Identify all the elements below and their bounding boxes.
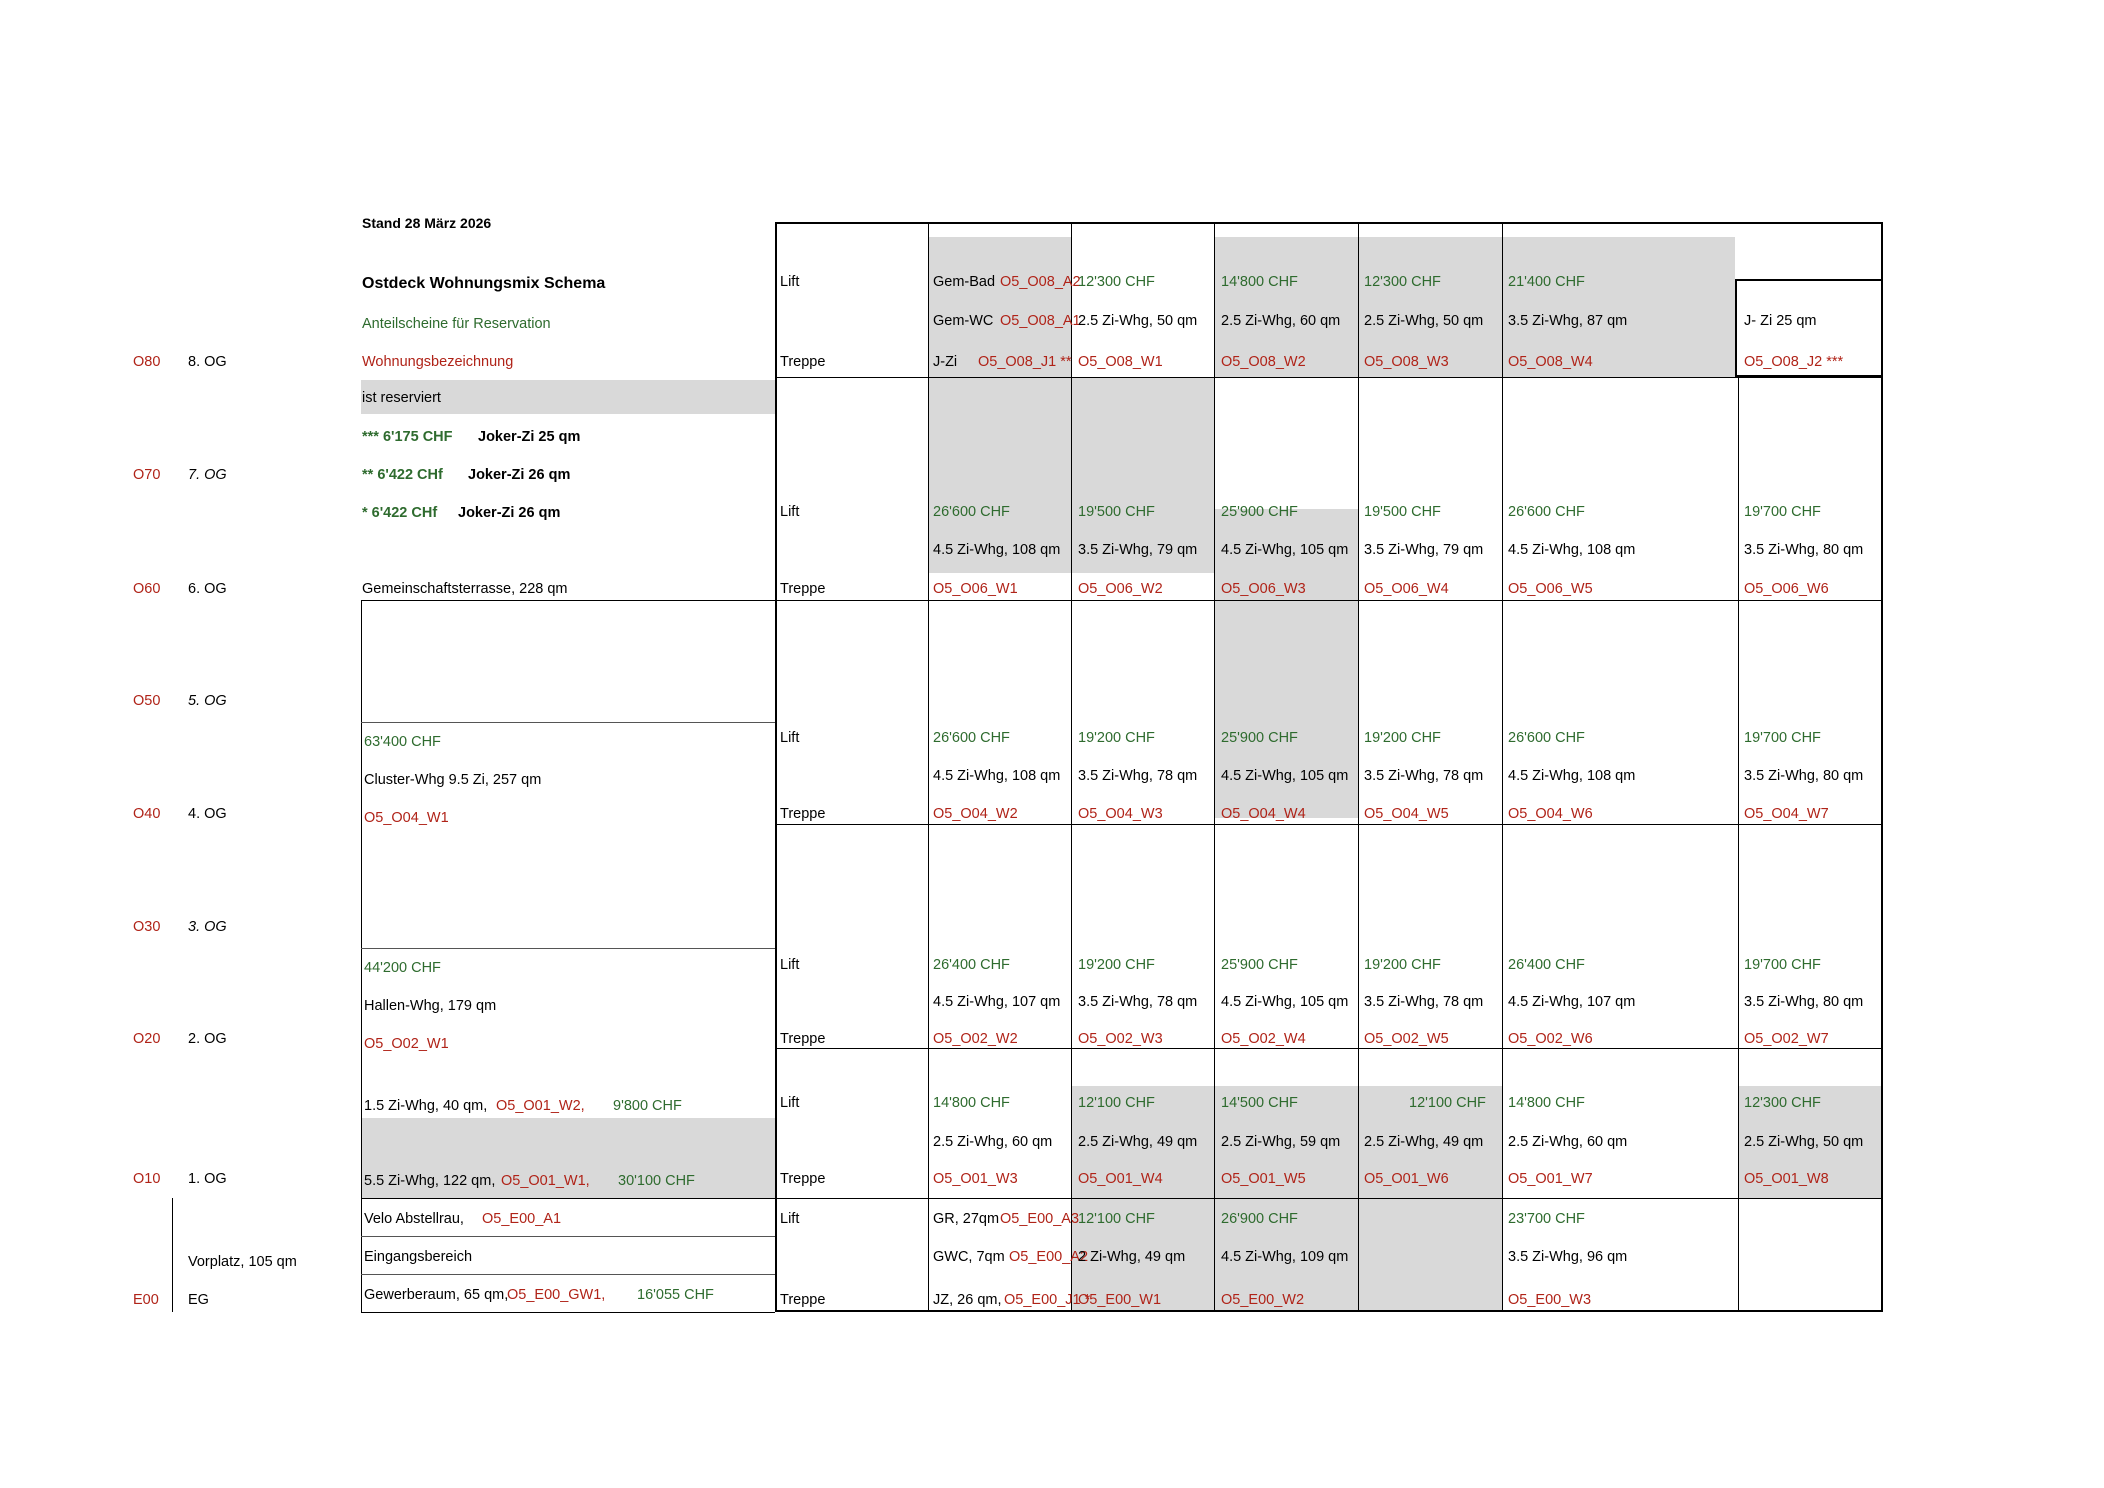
og1-c0-code: O5_O01_W3 xyxy=(933,1171,1018,1187)
left-block-hline-a xyxy=(361,600,775,601)
left-block-hline-c xyxy=(361,1312,775,1313)
col-line-5 xyxy=(1502,222,1503,1312)
og1-c3-desc: 2.5 Zi-Whg, 49 qm xyxy=(1364,1134,1484,1150)
og4-c2-code: O5_O04_W4 xyxy=(1221,806,1306,822)
og4-c3-code: O5_O04_W5 xyxy=(1364,806,1449,822)
og1-c3-price: 12'100 CHF xyxy=(1409,1095,1486,1111)
og4-c1-price: 19'200 CHF xyxy=(1078,730,1155,746)
og2-c4-desc: 4.5 Zi-Whg, 107 qm xyxy=(1508,994,1636,1010)
legend-star1-label: Joker-Zi 26 qm xyxy=(458,505,561,521)
row-line-og2 xyxy=(775,1048,1883,1049)
og1-big-price: 30'100 CHF xyxy=(618,1173,695,1189)
og6-c1-code: O5_O06_W2 xyxy=(1078,581,1163,597)
floor-label-O40: 4. OG xyxy=(188,806,227,822)
og2-c5-price: 19'700 CHF xyxy=(1744,957,1821,973)
floor-label-O30: 3. OG xyxy=(188,919,227,935)
og1-c1-code: O5_O01_W4 xyxy=(1078,1171,1163,1187)
eg-c2-code: O5_E00_W2 xyxy=(1221,1292,1305,1308)
og6-c0-code: O5_O06_W1 xyxy=(933,581,1018,597)
row-line-og4 xyxy=(775,824,1883,825)
og4-c0-desc: 4.5 Zi-Whg, 108 qm xyxy=(933,768,1061,784)
legend-star2-label: Joker-Zi 26 qm xyxy=(468,467,571,483)
hallen-price: 44'200 CHF xyxy=(364,960,441,976)
eg-c0-top: GR, 27qm xyxy=(933,1211,1000,1227)
og6-c5-code: O5_O06_W6 xyxy=(1744,581,1829,597)
eg-c0-mid: GWC, 7qm xyxy=(933,1249,1005,1265)
eg-c1-price: 12'100 CHF xyxy=(1078,1211,1155,1227)
floor-code-O10: O10 xyxy=(133,1171,161,1187)
gewerbe-code: O5_E00_GW1, xyxy=(507,1287,606,1303)
og2-c4-code: O5_O02_W6 xyxy=(1508,1031,1593,1047)
floor-code-O30: O30 xyxy=(133,919,161,935)
og6-c2-desc: 4.5 Zi-Whg, 105 qm xyxy=(1221,542,1349,558)
eg-left-vline xyxy=(172,1198,173,1312)
page-title: Ostdeck Wohnungsmix Schema xyxy=(362,275,606,292)
row-line-og8 xyxy=(775,377,1883,378)
legend-star2-price: ** 6'422 CHf xyxy=(362,467,443,483)
og4-c0-code: O5_O04_W2 xyxy=(933,806,1018,822)
eg-c4-price: 23'700 CHF xyxy=(1508,1211,1585,1227)
og8-c0-mid: Gem-WC xyxy=(933,313,994,329)
og1-big-desc: 5.5 Zi-Whg, 122 qm, xyxy=(364,1173,496,1189)
og8-c1-price: 12'300 CHF xyxy=(1078,274,1155,290)
core-treppe-eg: Treppe xyxy=(780,1292,826,1308)
floor-label-E00: EG xyxy=(188,1292,209,1308)
eg-c0-mid-code: O5_E00_A2 xyxy=(1009,1249,1089,1265)
og2-c5-code: O5_O02_W7 xyxy=(1744,1031,1829,1047)
og1-small-price: 9'800 CHF xyxy=(613,1098,682,1114)
eg-c2-desc: 4.5 Zi-Whg, 109 qm xyxy=(1221,1249,1349,1265)
eg-c4-desc: 3.5 Zi-Whg, 96 qm xyxy=(1508,1249,1628,1265)
eg-c4-code: O5_E00_W3 xyxy=(1508,1292,1592,1308)
og2-c5-desc: 3.5 Zi-Whg, 80 qm xyxy=(1744,994,1864,1010)
legend-star1-price: * 6'422 CHf xyxy=(362,505,438,521)
og6-c4-price: 26'600 CHF xyxy=(1508,504,1585,520)
row-line-og1 xyxy=(775,1198,1883,1199)
eingang-label: Eingangsbereich xyxy=(364,1249,473,1265)
og2-c4-price: 26'400 CHF xyxy=(1508,957,1585,973)
floor-code-O50: O50 xyxy=(133,693,161,709)
core-lift-og6: Lift xyxy=(780,504,800,520)
eg-c2-price: 26'900 CHF xyxy=(1221,1211,1298,1227)
og8-c4-price: 21'400 CHF xyxy=(1508,274,1585,290)
og1-c5-price: 12'300 CHF xyxy=(1744,1095,1821,1111)
og1-small-desc: 1.5 Zi-Whg, 40 qm, xyxy=(364,1098,488,1114)
og4-c4-code: O5_O04_W6 xyxy=(1508,806,1593,822)
og4-c1-code: O5_O04_W3 xyxy=(1078,806,1163,822)
og4-c2-price: 25'900 CHF xyxy=(1221,730,1298,746)
og6-c2-price: 25'900 CHF xyxy=(1221,504,1298,520)
og8-c2-desc: 2.5 Zi-Whg, 60 qm xyxy=(1221,313,1341,329)
og2-c1-price: 19'200 CHF xyxy=(1078,957,1155,973)
og6-c3-code: O5_O06_W4 xyxy=(1364,581,1449,597)
floor-label-O80: 8. OG xyxy=(188,354,227,370)
og6-c0-desc: 4.5 Zi-Whg, 108 qm xyxy=(933,542,1061,558)
og1-c1-desc: 2.5 Zi-Whg, 49 qm xyxy=(1078,1134,1198,1150)
og8-c2-price: 14'800 CHF xyxy=(1221,274,1298,290)
core-lift-og4: Lift xyxy=(780,730,800,746)
og8-c2-code: O5_O08_W2 xyxy=(1221,354,1306,370)
og6-c2-code: O5_O06_W3 xyxy=(1221,581,1306,597)
og2-c3-code: O5_O02_W5 xyxy=(1364,1031,1449,1047)
core-treppe-og1: Treppe xyxy=(780,1171,826,1187)
og4-c5-code: O5_O04_W7 xyxy=(1744,806,1829,822)
legend-designation: Wohnungsbezeichnung xyxy=(362,354,514,370)
og2-c0-desc: 4.5 Zi-Whg, 107 qm xyxy=(933,994,1061,1010)
og2-c2-code: O5_O02_W4 xyxy=(1221,1031,1306,1047)
og4-c3-desc: 3.5 Zi-Whg, 78 qm xyxy=(1364,768,1484,784)
left-block-underline-3 xyxy=(361,1236,775,1237)
floor-code-O70: O70 xyxy=(133,467,161,483)
floor-code-O60: O60 xyxy=(133,581,161,597)
gewerbe-desc: Gewerberaum, 65 qm, xyxy=(364,1287,509,1303)
hallen-code: O5_O02_W1 xyxy=(364,1036,449,1052)
core-lift-eg: Lift xyxy=(780,1211,800,1227)
eg-c1-code: O5_E00_W1 xyxy=(1078,1292,1162,1308)
left-block-vline xyxy=(361,600,362,1312)
og2-c0-code: O5_O02_W2 xyxy=(933,1031,1018,1047)
og8-c1-desc: 2.5 Zi-Whg, 50 qm xyxy=(1078,313,1198,329)
og6-c3-price: 19'500 CHF xyxy=(1364,504,1441,520)
og6-c0-price: 26'600 CHF xyxy=(933,504,1010,520)
core-lift-og1: Lift xyxy=(780,1095,800,1111)
legend-star3-label: Joker-Zi 25 qm xyxy=(478,429,581,445)
og2-c2-price: 25'900 CHF xyxy=(1221,957,1298,973)
og1-c2-price: 14'500 CHF xyxy=(1221,1095,1298,1111)
og8-c0-bot: J-Zi xyxy=(933,354,958,370)
floor-label-O50: 5. OG xyxy=(188,693,227,709)
floor-code-O40: O40 xyxy=(133,806,161,822)
core-lift-og8: Lift xyxy=(780,274,800,290)
og4-c4-price: 26'600 CHF xyxy=(1508,730,1585,746)
core-treppe-og4: Treppe xyxy=(780,806,826,822)
col-line-6 xyxy=(1738,377,1739,1312)
og1-c5-code: O5_O01_W8 xyxy=(1744,1171,1829,1187)
legend-reserved: ist reserviert xyxy=(362,390,441,406)
terrace-label: Gemeinschaftsterrasse, 228 qm xyxy=(362,581,568,597)
og8-c0-mid-code: O5_O08_A1 xyxy=(1000,313,1081,329)
og2-c3-price: 19'200 CHF xyxy=(1364,957,1441,973)
eg-c1-desc: 2 Zi-Whg, 49 qm xyxy=(1078,1249,1186,1265)
og1-big-code: O5_O01_W1, xyxy=(501,1173,590,1189)
og1-c4-code: O5_O01_W7 xyxy=(1508,1171,1593,1187)
og6-c1-price: 19'500 CHF xyxy=(1078,504,1155,520)
floor-label-O70: 7. OG xyxy=(188,467,227,483)
eg-c0-top-code: O5_E00_A3 xyxy=(1000,1211,1080,1227)
og8-c1-code: O5_O08_W1 xyxy=(1078,354,1163,370)
floor-label-O20: 2. OG xyxy=(188,1031,227,1047)
og8-c5-code: O5_O08_J2 *** xyxy=(1744,354,1844,370)
og4-c0-price: 26'600 CHF xyxy=(933,730,1010,746)
cluster-code: O5_O04_W1 xyxy=(364,810,449,826)
og2-c1-code: O5_O02_W3 xyxy=(1078,1031,1163,1047)
core-lift-og2: Lift xyxy=(780,957,800,973)
og2-c2-desc: 4.5 Zi-Whg, 105 qm xyxy=(1221,994,1349,1010)
og1-c0-desc: 2.5 Zi-Whg, 60 qm xyxy=(933,1134,1053,1150)
og1-c4-price: 14'800 CHF xyxy=(1508,1095,1585,1111)
og8-c0-code: O5_O08_J1 ** xyxy=(978,354,1072,370)
velo-desc: Velo Abstellrau, xyxy=(364,1211,464,1227)
og6-c3-desc: 3.5 Zi-Whg, 79 qm xyxy=(1364,542,1484,558)
og4-c5-desc: 3.5 Zi-Whg, 80 qm xyxy=(1744,768,1864,784)
core-treppe-og6: Treppe xyxy=(780,581,826,597)
og2-c0-price: 26'400 CHF xyxy=(933,957,1010,973)
og1-c4-desc: 2.5 Zi-Whg, 60 qm xyxy=(1508,1134,1628,1150)
left-block-hline-b xyxy=(361,1198,775,1199)
col-line-3 xyxy=(1214,222,1215,1312)
og1-c1-price: 12'100 CHF xyxy=(1078,1095,1155,1111)
floor-label-O60: 6. OG xyxy=(188,581,227,597)
og1-c5-desc: 2.5 Zi-Whg, 50 qm xyxy=(1744,1134,1864,1150)
legend-star3-price: *** 6'175 CHF xyxy=(362,429,453,445)
og1-c0-price: 14'800 CHF xyxy=(933,1095,1010,1111)
gewerbe-price: 16'055 CHF xyxy=(637,1287,714,1303)
og4-c5-price: 19'700 CHF xyxy=(1744,730,1821,746)
og8-c5-desc: J- Zi 25 qm xyxy=(1744,313,1817,329)
core-treppe-og2: Treppe xyxy=(780,1031,826,1047)
og8-c3-desc: 2.5 Zi-Whg, 50 qm xyxy=(1364,313,1484,329)
floor-code-E00: E00 xyxy=(133,1292,159,1308)
og1-c3-code: O5_O01_W6 xyxy=(1364,1171,1449,1187)
og6-c1-desc: 3.5 Zi-Whg, 79 qm xyxy=(1078,542,1198,558)
og1-c2-code: O5_O01_W5 xyxy=(1221,1171,1306,1187)
floor-code-O20: O20 xyxy=(133,1031,161,1047)
og6-c4-desc: 4.5 Zi-Whg, 108 qm xyxy=(1508,542,1636,558)
col-line-4 xyxy=(1358,222,1359,1312)
cluster-desc: Cluster-Whg 9.5 Zi, 257 qm xyxy=(364,772,542,788)
hallen-desc: Hallen-Whg, 179 qm xyxy=(364,998,497,1014)
og1-c2-desc: 2.5 Zi-Whg, 59 qm xyxy=(1221,1134,1341,1150)
og6-c4-code: O5_O06_W5 xyxy=(1508,581,1593,597)
date-stamp: Stand 28 März 2026 xyxy=(362,215,492,231)
floor-label-O10: 1. OG xyxy=(188,1171,227,1187)
og6-c5-price: 19'700 CHF xyxy=(1744,504,1821,520)
cluster-price: 63'400 CHF xyxy=(364,734,441,750)
row-line-og6 xyxy=(775,600,1883,601)
eg-c0-bot: JZ, 26 qm, xyxy=(933,1292,1002,1308)
og8-c3-code: O5_O08_W3 xyxy=(1364,354,1449,370)
eg-c0-code: O5_E00_J1 * xyxy=(1004,1292,1091,1308)
og4-c4-desc: 4.5 Zi-Whg, 108 qm xyxy=(1508,768,1636,784)
floor-code-O80: O80 xyxy=(133,354,161,370)
left-block-underline-2 xyxy=(361,948,775,949)
og2-c1-desc: 3.5 Zi-Whg, 78 qm xyxy=(1078,994,1198,1010)
og6-c5-desc: 3.5 Zi-Whg, 80 qm xyxy=(1744,542,1864,558)
og4-c2-desc: 4.5 Zi-Whg, 105 qm xyxy=(1221,768,1349,784)
left-block-underline-1 xyxy=(361,722,775,723)
col-line-1 xyxy=(928,222,929,1312)
og8-c4-code: O5_O08_W4 xyxy=(1508,354,1593,370)
og2-c3-desc: 3.5 Zi-Whg, 78 qm xyxy=(1364,994,1484,1010)
og8-c3-price: 12'300 CHF xyxy=(1364,274,1441,290)
og4-c3-price: 19'200 CHF xyxy=(1364,730,1441,746)
left-block-underline-4 xyxy=(361,1274,775,1275)
og1-small-code: O5_O01_W2, xyxy=(496,1098,585,1114)
og8-c0-top-code: O5_O08_A2 xyxy=(1000,274,1081,290)
core-treppe-og8: Treppe xyxy=(780,354,826,370)
col-line-2 xyxy=(1071,222,1072,1312)
vorplatz-label: Vorplatz, 105 qm xyxy=(188,1254,297,1270)
og8-c0-top: Gem-Bad xyxy=(933,274,996,290)
og4-c1-desc: 3.5 Zi-Whg, 78 qm xyxy=(1078,768,1198,784)
subtitle: Anteilscheine für Reservation xyxy=(362,316,551,332)
og8-c4-desc: 3.5 Zi-Whg, 87 qm xyxy=(1508,313,1628,329)
velo-code: O5_E00_A1 xyxy=(482,1211,562,1227)
